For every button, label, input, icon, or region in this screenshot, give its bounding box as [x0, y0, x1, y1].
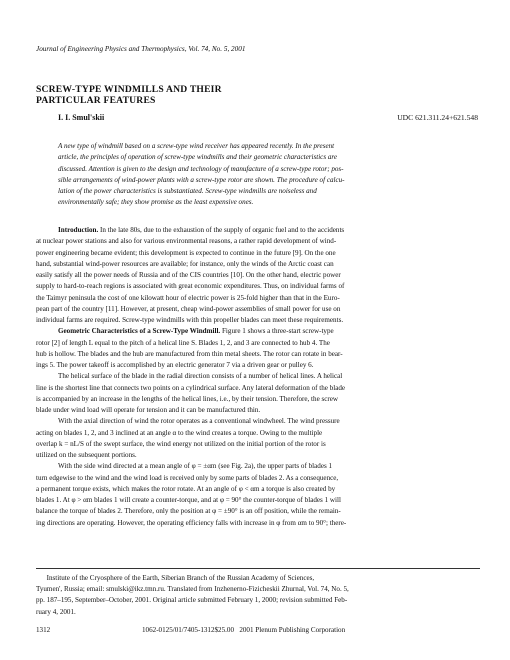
body-line-text: overlap k = nL/S of the swept surface, the wind energy not utilized on the initial portion of the rotor is	[36, 439, 326, 448]
body-line	[36, 450, 480, 461]
abstract-line: lation of the power characteristics is substantiated. Screw-type windmills are noiseless and	[58, 187, 317, 196]
abstract-line: A new type of windmill based on a screw-type wind receiver has appeared recently. In the present	[58, 142, 335, 150]
body-line	[36, 428, 480, 439]
section-heading: Geometric Characteristics of a Screw-Type Windmill.	[58, 327, 221, 336]
body-line	[36, 506, 480, 517]
body-line	[36, 270, 480, 281]
title-line: PARTICULAR FEATURES	[36, 95, 156, 106]
body-line	[36, 484, 480, 495]
body-line-text: the Taimyr peninsula the cost of one kilowatt hour of electric power is 25-fold higher than that in the Euro-	[36, 293, 340, 302]
body-line-text: easily satisfy all the power needs of Russia and of the CIS countries [10]. On the other hand, electric power	[36, 271, 341, 279]
body-line-text: hand, substantial wind-power resources are available; for instance, only the winds of the Arctic coast can	[36, 259, 334, 268]
body-line	[36, 371, 480, 382]
body-line-text: rotor [2] of length L equal to the pitch of a helical line S. Blades 1, 2, and 3 are connected to hub 4. The	[36, 338, 330, 347]
body-line	[36, 461, 480, 472]
article-title	[36, 84, 476, 106]
body-line-text: supply to hard-to-reach regions is associated with great economic expenditures. Thus, on individual farms of	[36, 282, 345, 291]
body-line-text: ings 5. The power takeoff is accomplished by an electric generator 7 via a driven gear or pulley 6.	[36, 361, 314, 369]
body-line-text: at nuclear power stations and also for various environmental reasons, a rather rapid development of wind-	[36, 237, 337, 246]
body-line	[36, 225, 480, 236]
body-line	[36, 473, 480, 484]
footnote-divider	[36, 568, 480, 569]
body-line-text: blade under wind load will operate for tension and it can be manufactured thin.	[36, 406, 261, 414]
body-line-text: individual farms are required. Screw-type windmills with thin propeller blades can meet these requirements.	[36, 316, 344, 324]
body-text	[36, 225, 480, 529]
body-line-text: power engineering became evident; this development is expected to continue in the future [9]. On the one	[36, 248, 336, 257]
issn-copyright: 1062-0125/01/7405-1312$25.00 2001 Plenum Publishing Corporation	[142, 626, 346, 634]
abstract-line: sible arrangements of wind-power plants with a screw-type rotor are shown. The procedure of calcu-	[58, 175, 345, 184]
footnote	[36, 573, 480, 618]
footnote-line: pp. 187–195, September–October, 2001. Original article submitted February 1, 2000; revision submitted Feb-	[36, 596, 348, 605]
body-line	[36, 315, 480, 326]
body-line	[36, 405, 480, 416]
body-line	[36, 349, 480, 360]
body-line-text: ing directions are operating. However, the operating efficiency falls with increase in φ from αm to 90°; there-	[36, 518, 347, 527]
abstract-line: discussed. Attention is given to the design and technology of manufacture of a screw-type rotor; pos-	[58, 164, 344, 173]
journal-header: Journal of Engineering Physics and Thermophysics, Vol. 74, No. 5, 2001	[36, 45, 246, 53]
body-line	[36, 518, 480, 529]
body-line-text: With the axial direction of wind the rotor operates as a conventional windwheel. The wind pressure	[58, 417, 340, 426]
body-line-text: is accompanied by an increase in the lengths of the helical lines, i.e., by their tension. Therefore, the screw	[36, 394, 339, 403]
body-line-text: turn edgewise to the wind and the wind load is received only by some parts of blades 2. As a consequence,	[36, 473, 339, 482]
page-number: 1312	[36, 626, 51, 634]
body-line	[36, 259, 480, 270]
body-line	[36, 281, 480, 292]
body-line	[36, 439, 480, 450]
section-heading: Introduction.	[58, 226, 99, 234]
abstract	[58, 141, 480, 209]
footnote-line: Institute of the Cryosphere of the Earth, Siberian Branch of the Russian Academy of Sciences,	[36, 574, 315, 582]
body-line	[36, 416, 480, 427]
body-line-text: blades 1. At φ > αm blades 1 will create a counter-torque, and at φ = 90° the counter-torque of blades 1 will	[36, 496, 341, 504]
udc-code: UDC 621.311.24+621.548	[397, 113, 478, 122]
body-line-text: The helical surface of the blade in the radial direction consists of a number of helical lines. A helical	[58, 372, 343, 381]
title-line: SCREW-TYPE WINDMILLS AND THEIR	[36, 84, 222, 95]
body-line	[36, 394, 480, 405]
body-line	[36, 304, 480, 315]
body-line-text: balance the torque of blades 2. Therefore, only the position at φ = ±90° is an off position, while the remain-	[36, 507, 341, 516]
abstract-line: environmentally safe; they show promise as the least expensive ones.	[58, 198, 254, 207]
body-line	[36, 248, 480, 259]
body-line-text: hub is hollow. The blades and the hub are manufactured from thin metal sheets. The rotor can rotate in bear-	[36, 349, 343, 358]
footnote-line: Tyumen', Russia; email: smulski@ikz.tmn.ru. Translated from Inzhenerno-Fizicheskii Zhurnal, Vol. 74, No. 5,	[36, 585, 349, 594]
body-line	[36, 383, 480, 394]
abstract-line: article, the principles of operation of screw-type windmills and their geometric characteristics are	[58, 153, 338, 162]
body-line-text: Figure 1 shows a three-start screw-type	[220, 327, 334, 336]
body-line-text: With the side wind directed at a mean angle of φ = ±αm (see Fig. 2a), the upper parts of blades 1	[58, 462, 333, 471]
body-line	[36, 326, 480, 337]
body-line	[36, 293, 480, 304]
body-line-text: utilized on the subsequent portions.	[36, 451, 137, 459]
body-line-text: acting on blades 1, 2, and 3 inclined at an angle α to the wind creates a torque. Owing to the multiple	[36, 428, 323, 437]
body-line	[36, 360, 480, 371]
footnote-line: ruary 4, 2001.	[36, 607, 76, 616]
body-line-text: a permanent torque exists, which makes the rotor rotate. At an angle of φ < αm a torque is also created by	[36, 484, 336, 493]
body-line	[36, 236, 480, 247]
body-line	[36, 495, 480, 506]
body-line-text: In the late 80s, due to the exhaustion of the supply of organic fuel and to the accidents	[98, 226, 345, 234]
body-line-text: line is the shortest line that connects two points on a cylindrical surface. Any lateral deformation of the blade	[36, 383, 346, 392]
author-name: I. I. Smul'skii	[58, 113, 105, 122]
body-line	[36, 338, 480, 349]
body-line-text: pean part of the country [11]. However, at present, cheap wind-power assemblies of small power for use on	[36, 304, 341, 313]
